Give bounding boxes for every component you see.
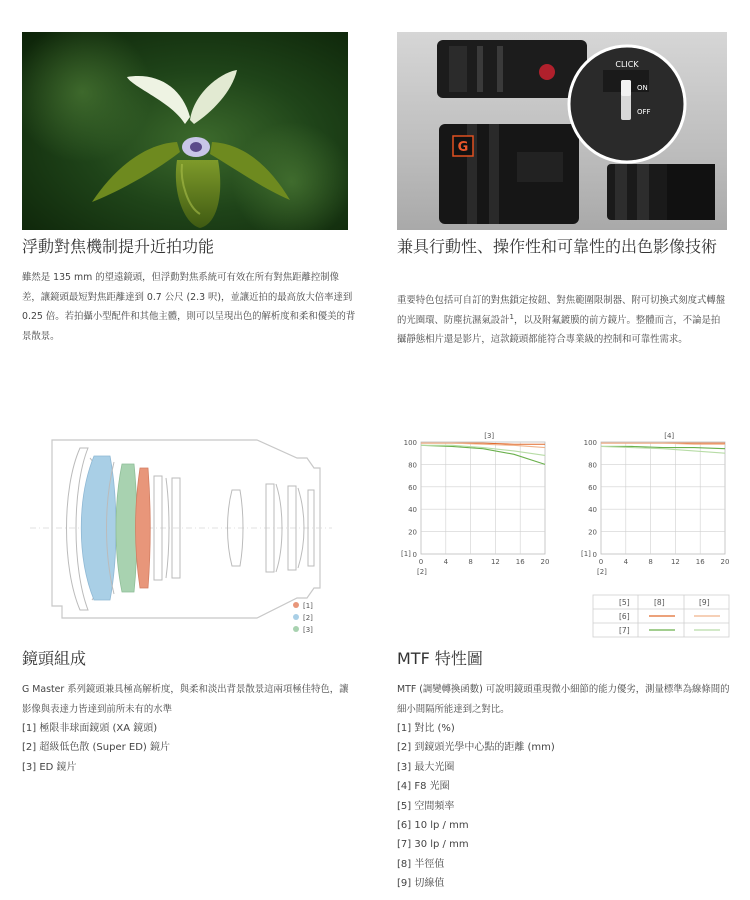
switch-off-label: OFF	[637, 108, 651, 116]
mobility-body-part1: 重要特色包括可自訂的對焦鎖定按鈕、對焦範圍限制器、附可切換式刻度式轉盤的光圈環、防塵抗濕氣設計	[397, 295, 726, 326]
lens-construction-body	[22, 680, 357, 777]
x-tick-label: 8	[648, 558, 653, 566]
y-tick-label: 100	[403, 439, 417, 447]
list-item: [3] 最大光圈	[397, 761, 455, 773]
legend-label-3: [3]	[303, 626, 313, 634]
legend-dot-xa	[293, 602, 299, 608]
mtf-title: MTF 特性圖	[397, 649, 483, 668]
y-tick-label: 40	[588, 506, 597, 515]
floating-focus-title: 浮動對焦機制提升近拍功能	[22, 237, 215, 256]
y-tick-label: 0	[592, 551, 597, 559]
orchid-closeup-photo	[22, 32, 348, 230]
list-item: [7] 30 lp / mm	[397, 839, 469, 851]
x-tick-label: 16	[515, 558, 525, 566]
x-tick-label: 4	[443, 558, 449, 566]
legend-meridional: [9]	[699, 598, 710, 607]
list-item: [1] 極限非球面鏡頭 (XA 鏡頭)	[22, 723, 158, 734]
x-axis-label: [2]	[417, 568, 427, 576]
y-tick-label: 20	[588, 528, 597, 537]
floating-focus-body: 雖然是 135 mm 的望遠鏡頭，但浮動對焦系統可有效在所有對焦距離控制像差，讓鏡頭最短對焦距離達到 0.7 公尺 (2.3 呎)，並讓近拍的最高放大倍率達到 0.25 倍。若拍攝小型配件和其他主體，則可以呈現出色的解析度和柔和優美的背景散景。	[22, 272, 356, 342]
x-axis-label: [2]	[597, 568, 607, 576]
y-tick-label: 0	[412, 551, 417, 559]
legend-label-2: [2]	[303, 614, 313, 622]
legend-30lp: [7]	[619, 626, 630, 635]
mobility-title: 兼具行動性、操作性和可靠性的出色影像技術	[397, 237, 718, 256]
legend-sagittal: [8]	[654, 598, 665, 607]
y-tick-label: 40	[408, 506, 417, 515]
lens-construction-title: 鏡頭組成	[22, 649, 87, 668]
gm-badge	[453, 136, 473, 156]
legend-label-1: [1]	[303, 602, 313, 610]
legend-dot-super-ed	[293, 614, 299, 620]
mobility-body	[397, 291, 729, 350]
list-item: [3] ED 鏡片	[22, 761, 77, 773]
lens-construction-list	[22, 719, 357, 777]
x-tick-label: 8	[468, 558, 473, 566]
y-tick-label: 60	[588, 483, 597, 492]
y-tick-label: 80	[408, 461, 417, 470]
mtf-list	[397, 719, 732, 894]
x-tick-label: 16	[695, 558, 705, 566]
list-item: [6] 10 lp / mm	[397, 820, 469, 832]
y-tick-label: 80	[588, 461, 597, 470]
mtf-curve	[421, 445, 545, 464]
y-tick-label: 20	[408, 528, 417, 537]
y-axis-label: [1]	[401, 550, 411, 558]
mtf-curve	[421, 445, 545, 455]
list-item: [9] 切線值	[397, 878, 445, 890]
legend-dot-ed	[293, 626, 299, 632]
x-tick-label: 12	[490, 558, 500, 566]
x-tick-label: 0	[598, 558, 604, 566]
footnote-marker[interactable]: 1	[509, 312, 514, 321]
lens-controls-photo	[397, 32, 727, 230]
x-tick-label: 0	[418, 558, 424, 566]
x-tick-label: 12	[670, 558, 680, 566]
x-tick-label: 20	[540, 558, 550, 566]
x-tick-label: 20	[720, 558, 730, 566]
y-tick-label: 100	[583, 439, 597, 447]
mtf-charts	[397, 428, 732, 643]
legend-10lp: [6]	[619, 612, 630, 621]
list-item: [4] F8 光圈	[397, 781, 450, 793]
click-switch-label: CLICK	[615, 60, 639, 69]
legend-spatial-frequency: [5]	[619, 598, 630, 607]
xa-element	[136, 468, 151, 588]
ed-element	[116, 464, 137, 592]
switch-on-label: ON	[637, 84, 648, 92]
mtf-chart-f8	[581, 432, 729, 576]
mtf-legend	[593, 595, 729, 637]
lens-construction-diagram	[22, 428, 357, 643]
gm-badge-letter: G	[457, 140, 469, 155]
mobility-body-part2: ，以及附氟鍍膜的前方鏡片。整體而言，不論是拍攝靜態相片還是影片，這款鏡頭都能符合專業級的控制和可靠性需求。	[397, 314, 721, 345]
lens-construction-intro: G Master 系列鏡頭兼具極高解析度，與柔和淡出背景散景這兩項極佳特色，讓影像與表達力皆達到前所未有的水準	[22, 684, 349, 715]
list-item: [5] 空間頻率	[397, 800, 455, 812]
x-tick-label: 4	[623, 558, 629, 566]
chart-title: [4]	[664, 432, 675, 440]
lens-legend	[293, 602, 313, 634]
mtf-body	[397, 680, 732, 894]
list-item: [2] 到鏡頭光學中心點的距離 (mm)	[397, 742, 555, 754]
mtf-chart-max-aperture	[401, 432, 549, 576]
y-tick-label: 60	[408, 483, 417, 492]
y-axis-label: [1]	[581, 550, 591, 558]
chart-title: [3]	[484, 432, 495, 440]
mtf-intro: MTF (調變轉換函數) 可說明鏡頭重現微小細節的能力優劣，測量標準為線條間的細小間隔所能達到之對比。	[397, 684, 730, 715]
list-item: [8] 半徑值	[397, 858, 445, 870]
list-item: [2] 超級低色散 (Super ED) 鏡片	[22, 742, 170, 754]
list-item: [1] 對比 (%)	[397, 723, 455, 734]
